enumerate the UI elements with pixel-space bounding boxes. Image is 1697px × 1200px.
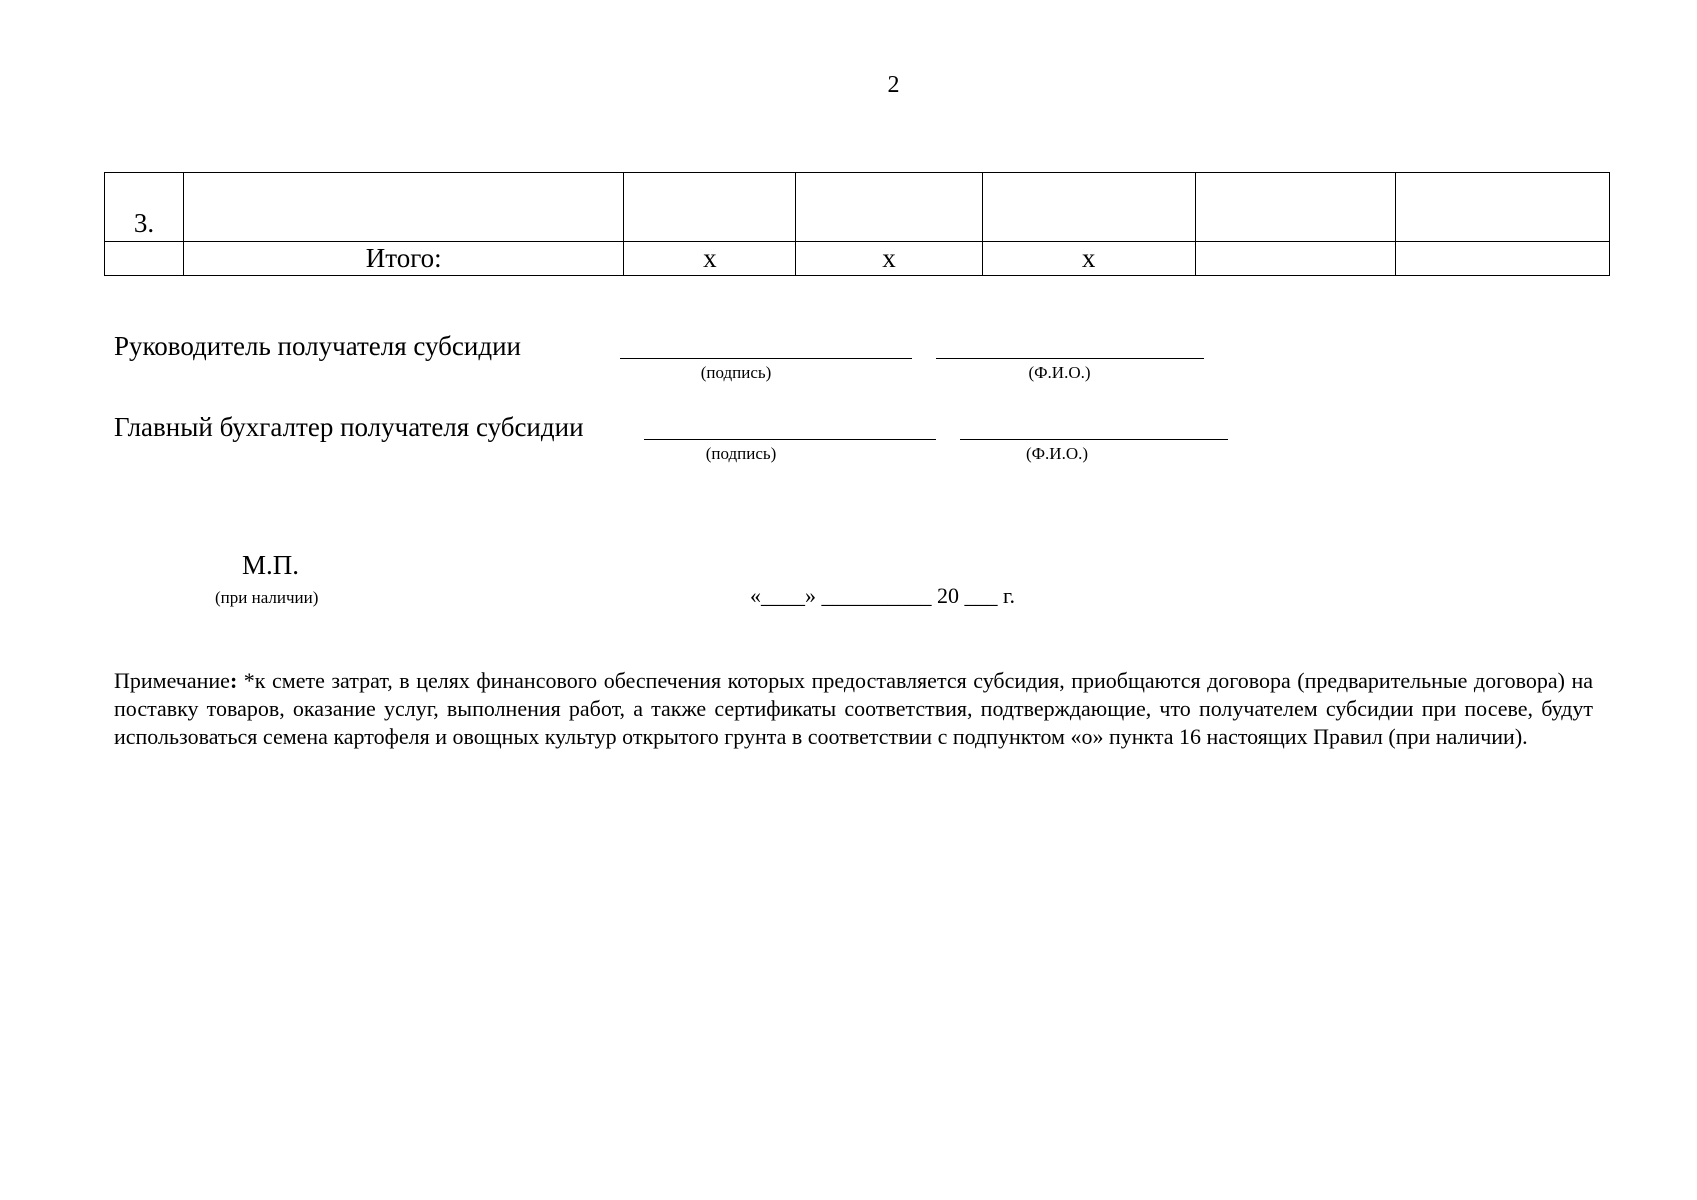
head-signature-label: Руководитель получателя субсидии — [114, 331, 521, 361]
accountant-signature-line[interactable] — [644, 439, 936, 440]
footnote-lead: Примечание — [114, 668, 230, 693]
table-cell — [624, 173, 796, 242]
accountant-signature-label: Главный бухгалтер получателя субсидии — [114, 412, 584, 442]
table-row — [105, 173, 1610, 242]
table-cell — [1195, 173, 1395, 242]
table-cell — [184, 173, 624, 242]
table-cell — [1395, 173, 1609, 242]
table-cell — [982, 173, 1195, 242]
date-line: «____» __________ 20 ___ г. — [750, 583, 1016, 608]
accountant-name-line[interactable] — [960, 439, 1228, 440]
head-name-line[interactable] — [936, 358, 1204, 359]
table-cell: х — [982, 242, 1195, 276]
accountant-signature-caption: (подпись) — [705, 444, 777, 463]
footnote-colon: : — [229, 668, 238, 693]
head-name-caption: (Ф.И.О.) — [1028, 363, 1091, 382]
stamp-label: М.П. — [242, 550, 300, 580]
table-cell — [1395, 242, 1609, 276]
accountant-name-caption: (Ф.И.О.) — [1025, 444, 1089, 463]
page-number: 2 — [887, 72, 900, 98]
footnote-text: *к смете затрат, в целях финансового обеспечения которых предоставляется субсидия, приобщаются договора (предварительные договора) на поставку товаров, оказание услуг, выполнения работ, а также сертификаты соответствия, подтверждающие, что получателем субсидии при посеве, будут использоваться семена картофеля и овощных культур открытого грунта в соответствии с подпунктом «о» пункта 16 настоящих Правил (при наличии). — [114, 668, 1593, 749]
footnote — [114, 667, 1593, 751]
total-label: Итого: — [184, 242, 624, 276]
table-cell — [105, 242, 184, 276]
table-cell: х — [624, 242, 796, 276]
cost-table — [104, 172, 1610, 276]
table-cell: 3. — [105, 173, 184, 242]
table-cell: х — [796, 242, 982, 276]
head-signature-line[interactable] — [620, 358, 912, 359]
table-cell — [796, 173, 982, 242]
stamp-caption: (при наличии) — [215, 588, 319, 607]
table-cell — [1195, 242, 1395, 276]
head-signature-caption: (подпись) — [700, 363, 772, 382]
table-row-total — [105, 242, 1610, 276]
